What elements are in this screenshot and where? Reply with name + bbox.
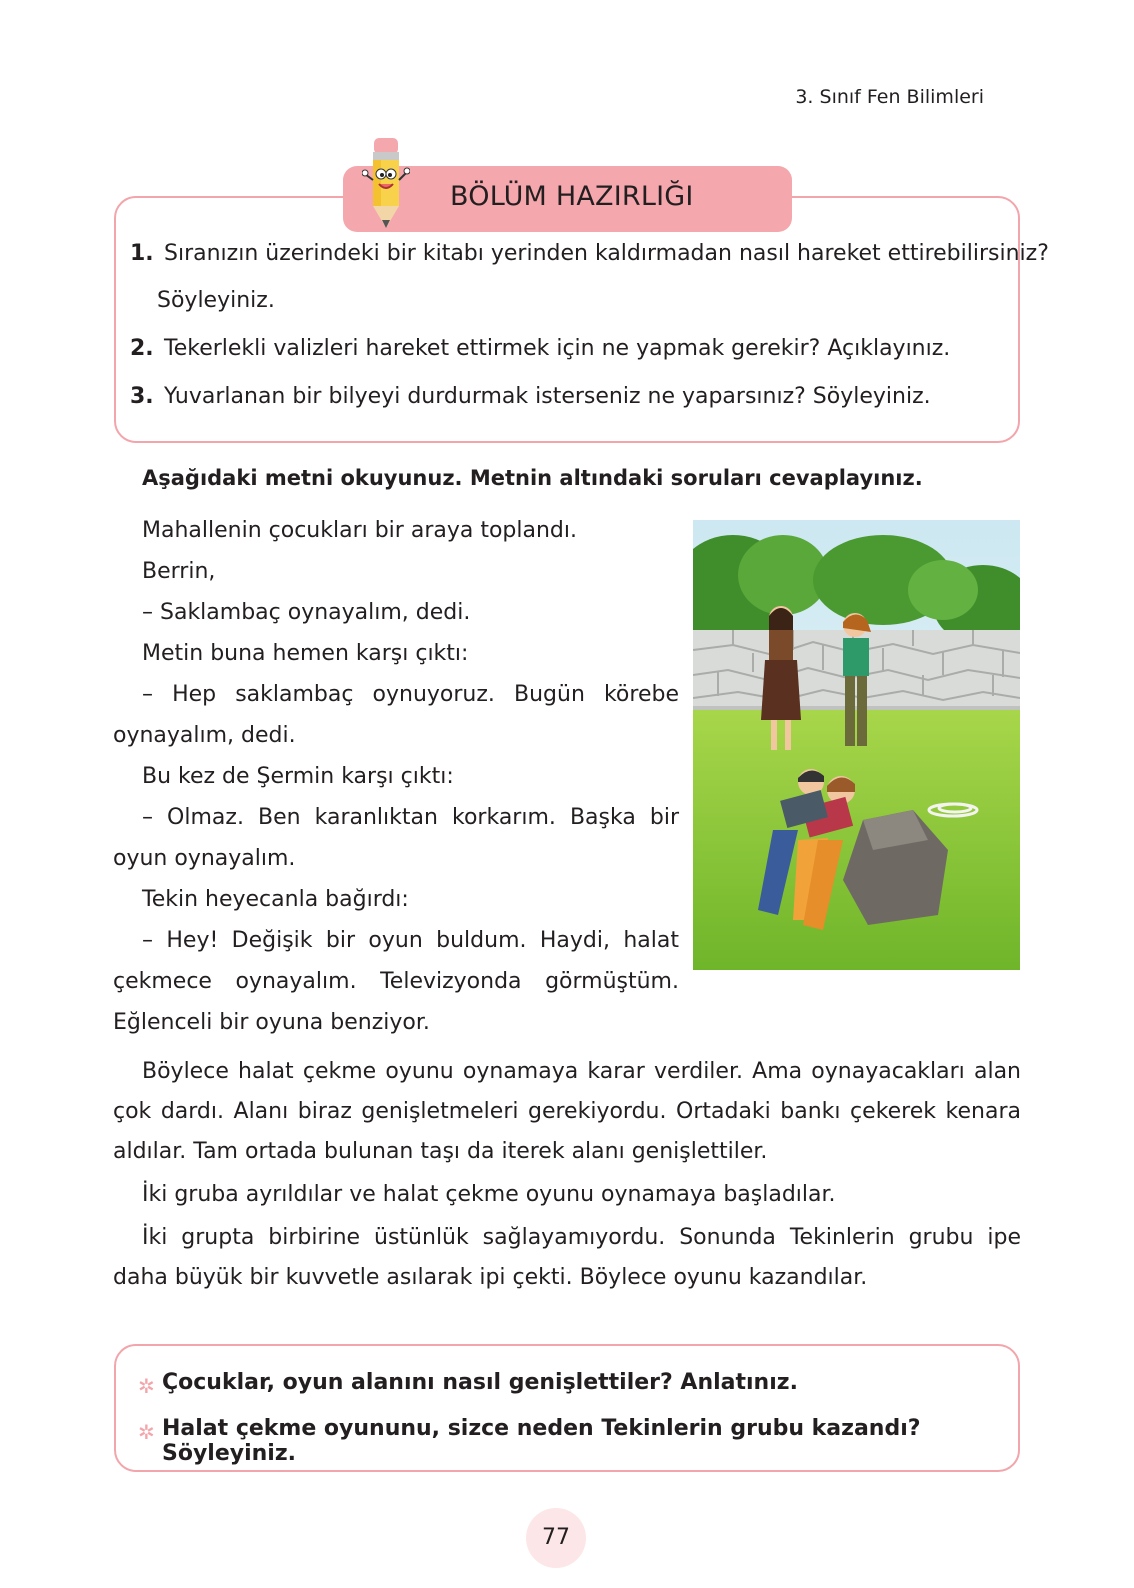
story-paragraph: Metin buna hemen karşı çıktı: [142,641,469,666]
comprehension-questions-box [114,1344,1020,1472]
story-paragraph: Berrin, [142,559,216,584]
asterisk-bullet-icon: ✲ [138,1374,155,1398]
prep-question-1-continuation: Söyleyiniz. [157,288,275,313]
story-paragraph: – Saklambaç oynayalım, dedi. [142,600,471,625]
story-paragraph: – Olmaz. Ben karanlıktan korkarım. Başka bir oyun oynayalım. [113,805,679,871]
story-paragraph: İki gruba ayrıldılar ve halat çekme oyunu oynamaya başladılar. [142,1182,836,1207]
section-title-tab [343,166,792,232]
pencil-mascot-icon [362,136,410,236]
story-text-column [113,510,679,1043]
story-paragraph: Tekin heyecanla bağırdı: [142,887,409,912]
story-paragraph: Mahallenin çocukları bir araya toplandı. [142,518,577,543]
story-paragraph: Bu kez de Şermin karşı çıktı: [142,764,454,789]
story-paragraph: – Hey! Değişik bir oyun buldum. Haydi, halat çekmece oynayalım. Televizyonda görmüştüm. Eğlenceli bir oyuna benziyor. [113,928,679,1035]
prep-question-3: 3. Yuvarlanan bir bilyeyi durdurmak isterseniz ne yaparsınız? Söyleyiniz. [130,384,931,409]
story-paragraph: – Hep saklambaç oynuyoruz. Bugün körebe oynayalım, dedi. [113,682,679,748]
comprehension-question-2: ✲ Halat çekme oyununu, sizce neden Tekinlerin grubu kazandı? Söyleyiniz. [138,1416,921,1466]
preparation-questions-box [114,196,1020,443]
section-title: BÖLÜM HAZIRLIĞI [450,181,694,212]
page-header-subject: 3. Sınıf Fen Bilimleri [795,86,984,108]
story-paragraph: İki grupta birbirine üstünlük sağlayamıyordu. Sonunda Tekinlerin grubu ipe daha büyük bir kuvvetle asılarak ipi çekti. Böylece oyunu kazandılar. [113,1225,1021,1290]
prep-question-2: 2. Tekerlekli valizleri hareket ettirmek için ne yapmak gerekir? Açıklayınız. [130,336,951,361]
page-number: 77 [526,1508,586,1568]
story-paragraph: Böylece halat çekme oyunu oynamaya karar verdiler. Ama oynayacakları alan çok dardı. Alanı biraz genişletmeleri gerekiyordu. Ortadaki bankı çekerek kenara aldılar. Tam ortada bulunan taşı da iterek alanı genişlettiler. [113,1059,1021,1164]
asterisk-bullet-icon: ✲ [138,1420,155,1444]
story-text-full-width [113,1052,1021,1301]
children-playground-illustration [693,520,1020,970]
prep-question-1: 1. Sıranızın üzerindeki bir kitabı yerinden kaldırmadan nasıl hareket ettirebilirsiniz? [130,241,1049,266]
comprehension-question-1: ✲ Çocuklar, oyun alanını nasıl genişlettiler? Anlatınız. [138,1370,798,1398]
reading-instruction: Aşağıdaki metni okuyunuz. Metnin altındaki soruları cevaplayınız. [142,466,923,490]
